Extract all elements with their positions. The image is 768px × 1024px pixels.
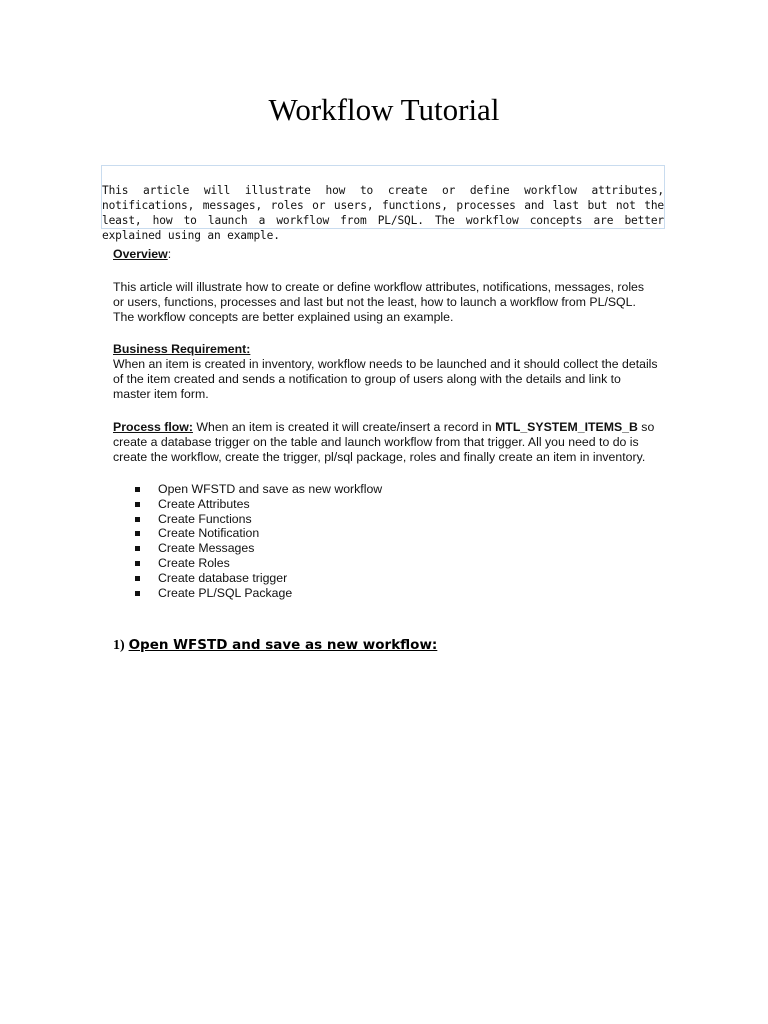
process-flow-heading: Process flow: bbox=[113, 420, 193, 434]
summary-box bbox=[101, 165, 665, 242]
list-item-label: Create Attributes bbox=[158, 496, 250, 511]
section-number: 1) bbox=[113, 638, 125, 653]
process-flow-text-before: When an item is created it will create/insert a record in bbox=[192, 420, 496, 434]
table-name: MTL_SYSTEM_ITEMS_B bbox=[495, 420, 638, 434]
square-bullet-icon bbox=[135, 546, 140, 551]
square-bullet-icon bbox=[135, 517, 140, 522]
list-item-label: Create Functions bbox=[158, 511, 252, 526]
overview-line bbox=[113, 247, 658, 262]
list-item bbox=[133, 512, 658, 527]
square-bullet-icon bbox=[135, 502, 140, 507]
page-title: Workflow Tutorial bbox=[268, 92, 500, 127]
section-label: Open WFSTD and save as new workflow: bbox=[128, 637, 438, 653]
list-item bbox=[133, 526, 658, 541]
list-item-label: Create database trigger bbox=[158, 570, 288, 585]
steps-list bbox=[113, 482, 658, 600]
process-flow-paragraph bbox=[113, 420, 658, 465]
square-bullet-icon bbox=[135, 531, 140, 536]
list-item-label: Create PL/SQL Package bbox=[158, 585, 293, 600]
list-item-label: Open WFSTD and save as new workflow bbox=[158, 482, 383, 496]
square-bullet-icon bbox=[135, 561, 140, 566]
article-body bbox=[113, 247, 658, 600]
overview-heading-suffix: : bbox=[167, 247, 172, 261]
list-item bbox=[133, 482, 658, 497]
list-item bbox=[133, 571, 658, 586]
overview-heading: Overview bbox=[113, 247, 168, 261]
business-requirement-paragraph: When an item is created in inventory, workflow needs to be launched and it should collect the details of the item created and sends a notification to group of users along with the details and link to master item form. bbox=[113, 357, 658, 401]
square-bullet-icon bbox=[135, 576, 140, 581]
business-requirement-heading: Business Requirement: bbox=[113, 342, 251, 356]
list-item bbox=[133, 586, 658, 601]
list-item bbox=[133, 497, 658, 512]
process-flow-text-after: so create a database trigger on the table and launch workflow from that trigger. All you need to do is create the workflow, create the trigger, pl/sql package, roles and finally create an item in inventory. bbox=[113, 420, 655, 464]
summary-text: This article will illustrate how to create or define workflow attributes, notifications, messages, roles or users, functions, processes and last but not the least, how to launch a workflow from PL/SQL. The workflow concepts are better explained using an example. bbox=[102, 184, 664, 242]
square-bullet-icon bbox=[135, 591, 140, 596]
list-item bbox=[133, 541, 658, 556]
square-bullet-icon bbox=[135, 487, 140, 492]
list-item bbox=[133, 556, 658, 571]
section-heading bbox=[113, 636, 437, 654]
list-item-label: Create Notification bbox=[158, 526, 260, 541]
overview-paragraph: This article will illustrate how to create or define workflow attributes, notifications, messages, roles or users, functions, processes and last but not the least, how to launch a workflow from PL/SQL. The workflow concepts are better explained using an example. bbox=[113, 280, 645, 324]
list-item-label: Create Messages bbox=[158, 541, 255, 556]
list-item-label: Create Roles bbox=[158, 555, 230, 570]
